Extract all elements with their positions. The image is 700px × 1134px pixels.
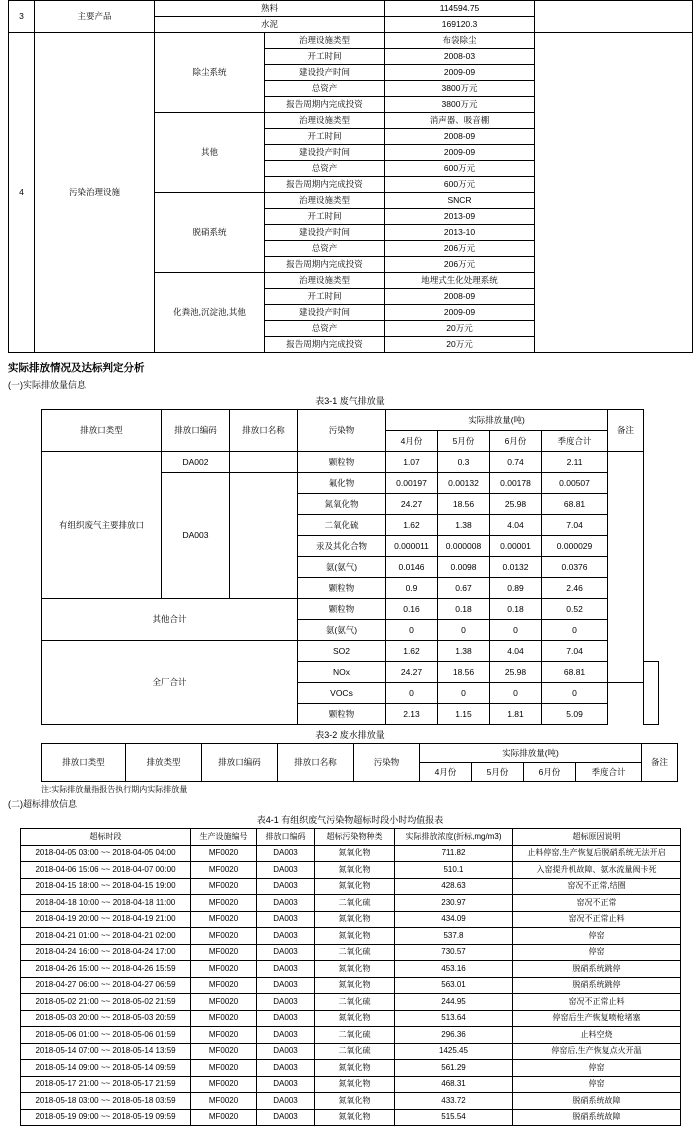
value-m5: 1.15: [438, 704, 490, 725]
exceed-period: 2018-04-21 01:00 ~~ 2018-04-21 02:00: [21, 928, 191, 945]
exceed-period: 2018-04-06 15:06 ~~ 2018-04-07 00:00: [21, 862, 191, 879]
concentration-value: 730.57: [395, 944, 513, 961]
exceed-reason: 脱硝系统故障: [513, 1093, 681, 1110]
pollutant-name: 颗粒物: [298, 578, 386, 599]
outlet-code: DA003: [257, 1043, 315, 1060]
facility-code: MF0020: [191, 1043, 257, 1060]
table-row: [21, 1027, 681, 1044]
col-concentration: 实际排放浓度(折标,mg/m3): [395, 829, 513, 846]
col-outlet-code: 排放口编码: [162, 410, 230, 452]
group-name: 化粪池,沉淀池,其他: [155, 273, 265, 353]
concentration-value: 453.16: [395, 961, 513, 978]
value-m5: 0.67: [438, 578, 490, 599]
value-m4: 0.0146: [386, 557, 438, 578]
exceed-reason: 窑况不正常,结圈: [513, 878, 681, 895]
value-m4: 0.9: [386, 578, 438, 599]
row-value: 3800万元: [385, 97, 535, 113]
row-value: 600万元: [385, 161, 535, 177]
value-m6: 0.00178: [490, 473, 542, 494]
table-3-1: [41, 409, 659, 725]
col-actual-emission: 实际排放量(吨): [386, 410, 608, 431]
outlet-code: DA003: [257, 845, 315, 862]
row-value: 600万元: [385, 177, 535, 193]
pollutant-type: 氮氧化物: [315, 911, 395, 928]
outlet-code: DA003: [257, 1109, 315, 1126]
value-quarter: 7.04: [542, 515, 608, 536]
table-row: [21, 911, 681, 928]
value-m6: 25.98: [490, 662, 542, 683]
col-discharge-type: 排放类型: [126, 744, 202, 782]
exceed-reason: 窑况不正常止料: [513, 911, 681, 928]
pollutant-type: 氮氧化物: [315, 928, 395, 945]
outlet-group-label: 有组织废气主要排放口: [42, 452, 162, 599]
exceed-reason: 入窑提升机故障、氨水流量阀卡死: [513, 862, 681, 879]
subsection-heading-2: (二)超标排放信息: [8, 799, 77, 809]
value-quarter: 2.11: [542, 452, 608, 473]
value-m6: 1.81: [490, 704, 542, 725]
row-value: 2009-09: [385, 145, 535, 161]
outlet-code: DA003: [257, 928, 315, 945]
value-m5: 1.38: [438, 515, 490, 536]
exceed-period: 2018-04-24 16:00 ~~ 2018-04-24 17:00: [21, 944, 191, 961]
pollutant-name: 颗粒物: [298, 704, 386, 725]
exceed-reason: 停窑: [513, 928, 681, 945]
outlet-code: DA003: [257, 1010, 315, 1027]
col-quarter-total: 季度合计: [542, 431, 608, 452]
facility-code: MF0020: [191, 895, 257, 912]
outlet-code: DA003: [257, 878, 315, 895]
row-no: 4: [9, 33, 35, 353]
exceed-reason: 停窑: [513, 1060, 681, 1077]
exceed-period: 2018-05-19 09:00 ~~ 2018-05-19 09:59: [21, 1109, 191, 1126]
row-value: 消声器、吸音棚: [385, 113, 535, 129]
row-value: 3800万元: [385, 81, 535, 97]
value-quarter: 0.0376: [542, 557, 608, 578]
outlet-code: DA003: [257, 895, 315, 912]
value-m5: 0: [438, 620, 490, 641]
pollutant-type: 氮氧化物: [315, 1076, 395, 1093]
table-row: [21, 862, 681, 879]
outlet-name: [230, 473, 298, 599]
pollutant-type: 氮氧化物: [315, 878, 395, 895]
exceed-period: 2018-05-02 21:00 ~~ 2018-05-02 21:59: [21, 994, 191, 1011]
value-m4: 0.16: [386, 599, 438, 620]
table-row: [42, 452, 659, 473]
exceed-period: 2018-04-05 03:00 ~~ 2018-04-05 04:00: [21, 845, 191, 862]
value-m5: 0.18: [438, 599, 490, 620]
row-item: 水泥: [155, 17, 385, 33]
value-m6: 4.04: [490, 515, 542, 536]
table-4-1-caption: 表4-1 有组织废气污染物超标时段小时均值报表: [256, 815, 444, 825]
row-value: 2009-09: [385, 65, 535, 81]
row-value: 2008-09: [385, 129, 535, 145]
facility-code: MF0020: [191, 878, 257, 895]
value-quarter: 0: [542, 683, 608, 704]
facility-code: MF0020: [191, 928, 257, 945]
facility-code: MF0020: [191, 1109, 257, 1126]
pollutant-name: 氨(氨气): [298, 557, 386, 578]
table-row: [21, 895, 681, 912]
concentration-value: 561.29: [395, 1060, 513, 1077]
row-item: 开工时间: [265, 129, 385, 145]
value-m5: 0: [438, 683, 490, 704]
exceed-reason: 窑况不正常止料: [513, 994, 681, 1011]
row-item: 开工时间: [265, 209, 385, 225]
exceed-reason: 止料空烧: [513, 1027, 681, 1044]
pollutant-name: SO2: [298, 641, 386, 662]
table-row: [21, 928, 681, 945]
row-value: SNCR: [385, 193, 535, 209]
outlet-code: DA003: [257, 911, 315, 928]
table-row: [42, 641, 659, 662]
table-3-2-caption: 表3-2 废水排放量: [315, 730, 385, 740]
col-pollutant-type: 超标污染物种类: [315, 829, 395, 846]
section-heading: 实际排放情况及达标判定分析: [8, 362, 145, 374]
row-value: 114594.75: [385, 1, 535, 17]
table-row: [21, 977, 681, 994]
outlet-code: DA003: [257, 1027, 315, 1044]
row-item: 开工时间: [265, 49, 385, 65]
row-value: 20万元: [385, 321, 535, 337]
outlet-code: DA003: [257, 961, 315, 978]
group-name: 脱硝系统: [155, 193, 265, 273]
facility-code: MF0020: [191, 1027, 257, 1044]
col-pollutant: 污染物: [354, 744, 420, 782]
col-outlet-code: 排放口编码: [202, 744, 278, 782]
facility-code: MF0020: [191, 1093, 257, 1110]
col-month-6: 6月份: [524, 763, 576, 782]
pollutant-type: 二氧化硫: [315, 994, 395, 1011]
facility-code: MF0020: [191, 845, 257, 862]
value-quarter: 0.00507: [542, 473, 608, 494]
table-3-2-note: 注:实际排放量指报告执行期内实际排放量: [41, 785, 188, 794]
value-m6: 0.74: [490, 452, 542, 473]
table-row: [21, 994, 681, 1011]
exceed-reason: 脱硝系统故障: [513, 1109, 681, 1126]
col-actual-emission: 实际排放量(吨): [420, 744, 642, 763]
value-m5: 18.56: [438, 494, 490, 515]
col-remark: 备注: [608, 410, 644, 452]
table-row: [21, 961, 681, 978]
row-item: 熟料: [155, 1, 385, 17]
remark-cell: [644, 662, 659, 725]
row-value: 2008-09: [385, 289, 535, 305]
pollutant-name: 氨(氨气): [298, 620, 386, 641]
col-month-4: 4月份: [386, 431, 438, 452]
pollutant-type: 氮氧化物: [315, 1010, 395, 1027]
row-item: 报告周期内完成投资: [265, 177, 385, 193]
pollutant-name: NOx: [298, 662, 386, 683]
remark-cell: [608, 452, 644, 683]
value-quarter: 68.81: [542, 494, 608, 515]
outlet-code: DA002: [162, 452, 230, 473]
outlet-code: DA003: [257, 1076, 315, 1093]
row-value: 206万元: [385, 241, 535, 257]
col-outlet-type: 排放口类型: [42, 744, 126, 782]
table-row: [42, 599, 659, 620]
col-month-4: 4月份: [420, 763, 472, 782]
value-m6: 0.89: [490, 578, 542, 599]
group-name: 其他: [155, 113, 265, 193]
outlet-code: DA003: [257, 994, 315, 1011]
row-value: 169120.3: [385, 17, 535, 33]
concentration-value: 296.36: [395, 1027, 513, 1044]
value-m4: 24.27: [386, 662, 438, 683]
concentration-value: 428.63: [395, 878, 513, 895]
table-row: [21, 1043, 681, 1060]
pollutant-name: 颗粒物: [298, 452, 386, 473]
outlet-name: [230, 452, 298, 473]
facility-code: MF0020: [191, 994, 257, 1011]
table-row: [9, 33, 693, 49]
exceed-period: 2018-05-17 21:00 ~~ 2018-05-17 21:59: [21, 1076, 191, 1093]
row-item: 报告周期内完成投资: [265, 257, 385, 273]
value-m4: 1.62: [386, 641, 438, 662]
pollutant-type: 氮氧化物: [315, 1109, 395, 1126]
exceed-period: 2018-04-15 18:00 ~~ 2018-04-15 19:00: [21, 878, 191, 895]
table-row: [21, 1060, 681, 1077]
exceed-period: 2018-04-18 10:00 ~~ 2018-04-18 11:00: [21, 895, 191, 912]
value-m6: 4.04: [490, 641, 542, 662]
facility-code: MF0020: [191, 862, 257, 879]
value-quarter: 0.52: [542, 599, 608, 620]
exceed-reason: 脱硝系统跳停: [513, 977, 681, 994]
pollutant-type: 氮氧化物: [315, 1060, 395, 1077]
table-row: [9, 1, 693, 17]
col-remark: 备注: [642, 744, 678, 782]
outlet-code: DA003: [257, 1093, 315, 1110]
value-quarter: 68.81: [542, 662, 608, 683]
exceed-period: 2018-04-27 06:00 ~~ 2018-04-27 06:59: [21, 977, 191, 994]
outlet-code: DA003: [257, 1060, 315, 1077]
exceed-reason: 脱硝系统跳停: [513, 961, 681, 978]
value-m6: 0.0132: [490, 557, 542, 578]
table-3-2: [41, 743, 678, 782]
value-m5: 0.000008: [438, 536, 490, 557]
value-m4: 24.27: [386, 494, 438, 515]
col-quarter-total: 季度合计: [576, 763, 642, 782]
value-quarter: 7.04: [542, 641, 608, 662]
exceed-period: 2018-04-26 15:00 ~~ 2018-04-26 15:59: [21, 961, 191, 978]
value-quarter: 0.000029: [542, 536, 608, 557]
facility-code: MF0020: [191, 1010, 257, 1027]
table-row: [21, 1109, 681, 1126]
subsection-heading-1: (一)实际排放量信息: [8, 380, 86, 390]
value-m6: 0.00001: [490, 536, 542, 557]
value-m6: 0: [490, 620, 542, 641]
pollutant-type: 氮氧化物: [315, 1093, 395, 1110]
table-row: [21, 878, 681, 895]
exceed-period: 2018-05-14 09:00 ~~ 2018-05-14 09:59: [21, 1060, 191, 1077]
facility-code: MF0020: [191, 977, 257, 994]
col-month-5: 5月份: [438, 431, 490, 452]
pollutant-type: 二氧化硫: [315, 1043, 395, 1060]
table-row: [21, 845, 681, 862]
table-4-1: [20, 828, 681, 1126]
value-m5: 0.0098: [438, 557, 490, 578]
concentration-value: 1425.45: [395, 1043, 513, 1060]
col-pollutant: 污染物: [298, 410, 386, 452]
col-outlet-code: 排放口编码: [257, 829, 315, 846]
row-item: 治理设施类型: [265, 193, 385, 209]
row-item: 建设投产时间: [265, 145, 385, 161]
facility-info-table: [8, 0, 693, 353]
table-row: [21, 1076, 681, 1093]
plant-total-label: 全厂合计: [42, 641, 298, 725]
exceed-reason: 止料停窑,生产恢复后脱硝系统无法开启: [513, 845, 681, 862]
col-outlet-name: 排放口名称: [230, 410, 298, 452]
value-m4: 0: [386, 683, 438, 704]
col-outlet-name: 排放口名称: [278, 744, 354, 782]
exceed-reason: 停窑后生产恢复喷枪堵塞: [513, 1010, 681, 1027]
row-remark: [535, 1, 693, 33]
row-item: 建设投产时间: [265, 305, 385, 321]
pollutant-name: VOCs: [298, 683, 386, 704]
pollutant-name: 氮氧化物: [298, 494, 386, 515]
value-quarter: 2.46: [542, 578, 608, 599]
exceed-reason: 窑况不正常: [513, 895, 681, 912]
concentration-value: 510.1: [395, 862, 513, 879]
table-3-1-caption: 表3-1 废气排放量: [315, 396, 385, 406]
row-value: 2008-03: [385, 49, 535, 65]
col-outlet-type: 排放口类型: [42, 410, 162, 452]
pollutant-type: 氮氧化物: [315, 862, 395, 879]
value-m4: 0.00197: [386, 473, 438, 494]
concentration-value: 468.31: [395, 1076, 513, 1093]
col-facility-code: 生产设施编号: [191, 829, 257, 846]
row-item: 治理设施类型: [265, 33, 385, 49]
col-exceed-period: 超标时段: [21, 829, 191, 846]
pollutant-type: 氮氧化物: [315, 961, 395, 978]
outlet-code: DA003: [257, 977, 315, 994]
concentration-value: 711.82: [395, 845, 513, 862]
value-m6: 0: [490, 683, 542, 704]
value-quarter: 0: [542, 620, 608, 641]
facility-code: MF0020: [191, 944, 257, 961]
facility-code: MF0020: [191, 911, 257, 928]
exceed-period: 2018-05-14 07:00 ~~ 2018-05-14 13:59: [21, 1043, 191, 1060]
row-item: 总资产: [265, 321, 385, 337]
exceed-reason: 停窑: [513, 944, 681, 961]
facility-code: MF0020: [191, 1060, 257, 1077]
exceed-period: 2018-05-18 03:00 ~~ 2018-05-18 03:59: [21, 1093, 191, 1110]
row-item: 总资产: [265, 241, 385, 257]
row-category: 污染治理设施: [35, 33, 155, 353]
exceed-reason: 停窑: [513, 1076, 681, 1093]
exceed-period: 2018-04-19 20:00 ~~ 2018-04-19 21:00: [21, 911, 191, 928]
outlet-code: DA003: [257, 944, 315, 961]
col-reason: 超标原因说明: [513, 829, 681, 846]
value-m5: 0.00132: [438, 473, 490, 494]
value-m4: 0: [386, 620, 438, 641]
value-m6: 25.98: [490, 494, 542, 515]
value-m4: 2.13: [386, 704, 438, 725]
pollutant-name: 二氧化硫: [298, 515, 386, 536]
group-name: 除尘系统: [155, 33, 265, 113]
concentration-value: 433.72: [395, 1093, 513, 1110]
table-row: [21, 1093, 681, 1110]
concentration-value: 434.09: [395, 911, 513, 928]
row-value: 206万元: [385, 257, 535, 273]
outlet-code: DA003: [162, 473, 230, 599]
concentration-value: 513.64: [395, 1010, 513, 1027]
value-m4: 1.07: [386, 452, 438, 473]
pollutant-type: 二氧化硫: [315, 1027, 395, 1044]
value-m5: 18.56: [438, 662, 490, 683]
pollutant-type: 二氧化硫: [315, 944, 395, 961]
row-item: 治理设施类型: [265, 113, 385, 129]
facility-code: MF0020: [191, 961, 257, 978]
pollutant-name: 颗粒物: [298, 599, 386, 620]
pollutant-type: 氮氧化物: [315, 977, 395, 994]
pollutant-name: 氟化物: [298, 473, 386, 494]
row-value: 2013-09: [385, 209, 535, 225]
concentration-value: 244.95: [395, 994, 513, 1011]
other-total-label: 其他合计: [42, 599, 298, 641]
value-m5: 0.3: [438, 452, 490, 473]
facility-code: MF0020: [191, 1076, 257, 1093]
row-item: 报告周期内完成投资: [265, 97, 385, 113]
pollutant-name: 汞及其化合物: [298, 536, 386, 557]
table-row: [21, 1010, 681, 1027]
row-item: 总资产: [265, 81, 385, 97]
value-m6: 0.18: [490, 599, 542, 620]
value-quarter: 5.09: [542, 704, 608, 725]
row-value: 地埋式生化处理系统: [385, 273, 535, 289]
concentration-value: 537.8: [395, 928, 513, 945]
value-m4: 1.62: [386, 515, 438, 536]
row-item: 开工时间: [265, 289, 385, 305]
table-row: [21, 944, 681, 961]
concentration-value: 563.01: [395, 977, 513, 994]
col-month-6: 6月份: [490, 431, 542, 452]
row-item: 报告周期内完成投资: [265, 337, 385, 353]
row-value: 2009-09: [385, 305, 535, 321]
row-value: 布袋除尘: [385, 33, 535, 49]
pollutant-type: 氮氧化物: [315, 845, 395, 862]
row-item: 建设投产时间: [265, 225, 385, 241]
concentration-value: 515.54: [395, 1109, 513, 1126]
pollutant-type: 二氧化硫: [315, 895, 395, 912]
row-no: 3: [9, 1, 35, 33]
value-m4: 0.000011: [386, 536, 438, 557]
table-header-row: [21, 829, 681, 846]
exceed-reason: 停窑后,生产恢复点火开温: [513, 1043, 681, 1060]
col-month-5: 5月份: [472, 763, 524, 782]
outlet-code: DA003: [257, 862, 315, 879]
exceed-period: 2018-05-03 20:00 ~~ 2018-05-03 20:59: [21, 1010, 191, 1027]
row-item: 总资产: [265, 161, 385, 177]
exceed-period: 2018-05-06 01:00 ~~ 2018-05-06 01:59: [21, 1027, 191, 1044]
row-remark: [535, 33, 693, 353]
value-m5: 1.38: [438, 641, 490, 662]
row-category: 主要产品: [35, 1, 155, 33]
row-value: 2013-10: [385, 225, 535, 241]
row-item: 建设投产时间: [265, 65, 385, 81]
concentration-value: 230.97: [395, 895, 513, 912]
table-header-row: [42, 744, 678, 763]
row-item: 治理设施类型: [265, 273, 385, 289]
row-value: 20万元: [385, 337, 535, 353]
table-header-row: [42, 410, 659, 431]
